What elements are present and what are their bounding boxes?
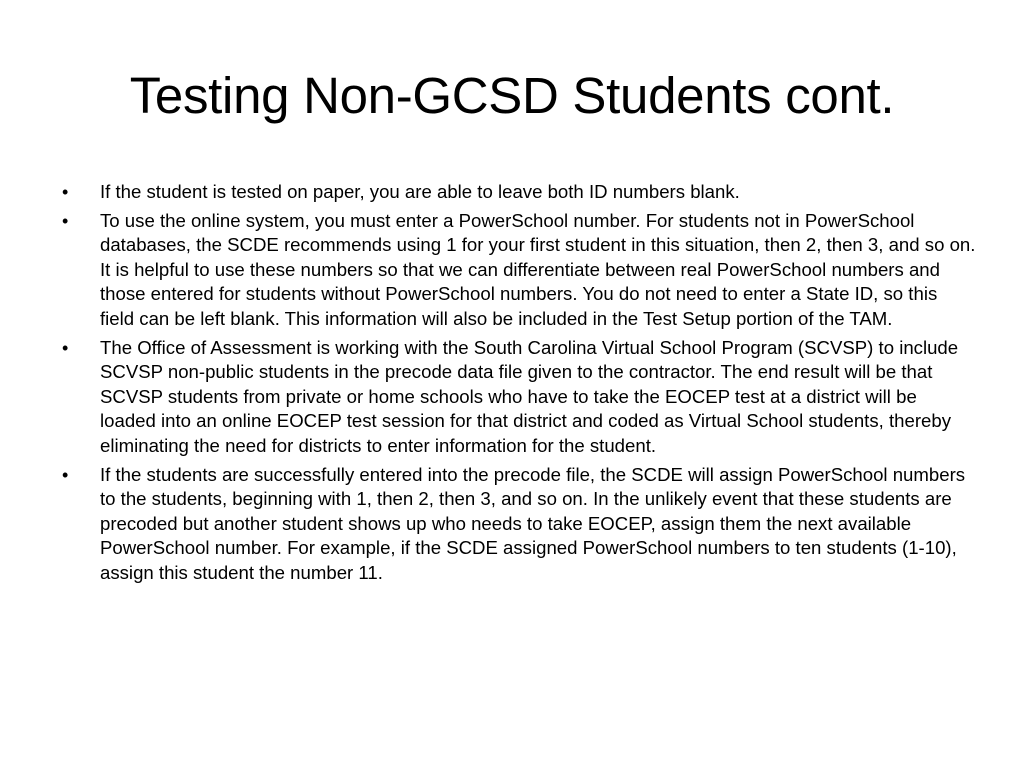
slide-title: Testing Non-GCSD Students cont. (129, 67, 895, 124)
bullet-text: If the students are successfully entered into the precode file, the SCDE will assign PowerSchool numbers to the students, beginning with 1, then 2, then 3, and so on. In the unlikely event that these students are precoded but another student shows up who needs to take EOCEP, assign them the next available PowerSchool number. For example, if the SCDE assigned PowerSchool numbers to ten students (1-10), assign this student the number 11. (100, 463, 966, 583)
bullet-marker: • (62, 182, 69, 202)
bullet-item (56, 209, 976, 332)
bullet-text: To use the online system, you must enter a PowerSchool number. For students not in PowerSchool databases, the SCDE recommends using 1 for your first student in this situation, then 2, then 3, and so on. It is helpful to use these numbers so that we can differentiate between real PowerSchool numbers and those entered for students without PowerSchool numbers. You do not need to enter a State ID, so this field can be left blank. This information will also be included in the Test Setup portion of the TAM. (100, 209, 976, 329)
bullet-text: The Office of Assessment is working with the South Carolina Virtual School Program (SCVSP) to include SCVSP non-public students in the precode data file given to the contractor. The end result will be that SCVSP students from private or home schools who have to take the EOCEP test at a district will be loaded into an online EOCEP test session for that district and coded as Virtual School students, thereby eliminating the need for districts to enter information for the student. (100, 336, 959, 456)
bullet-text: If the student is tested on paper, you are able to leave both ID numbers blank. (100, 181, 740, 202)
bullet-item (56, 336, 976, 459)
bullet-item (56, 180, 976, 205)
bullet-marker: • (62, 337, 69, 358)
bullet-list (56, 180, 976, 590)
bullet-marker: • (62, 464, 69, 485)
bullet-marker: • (62, 210, 69, 231)
bullet-item (56, 463, 976, 586)
